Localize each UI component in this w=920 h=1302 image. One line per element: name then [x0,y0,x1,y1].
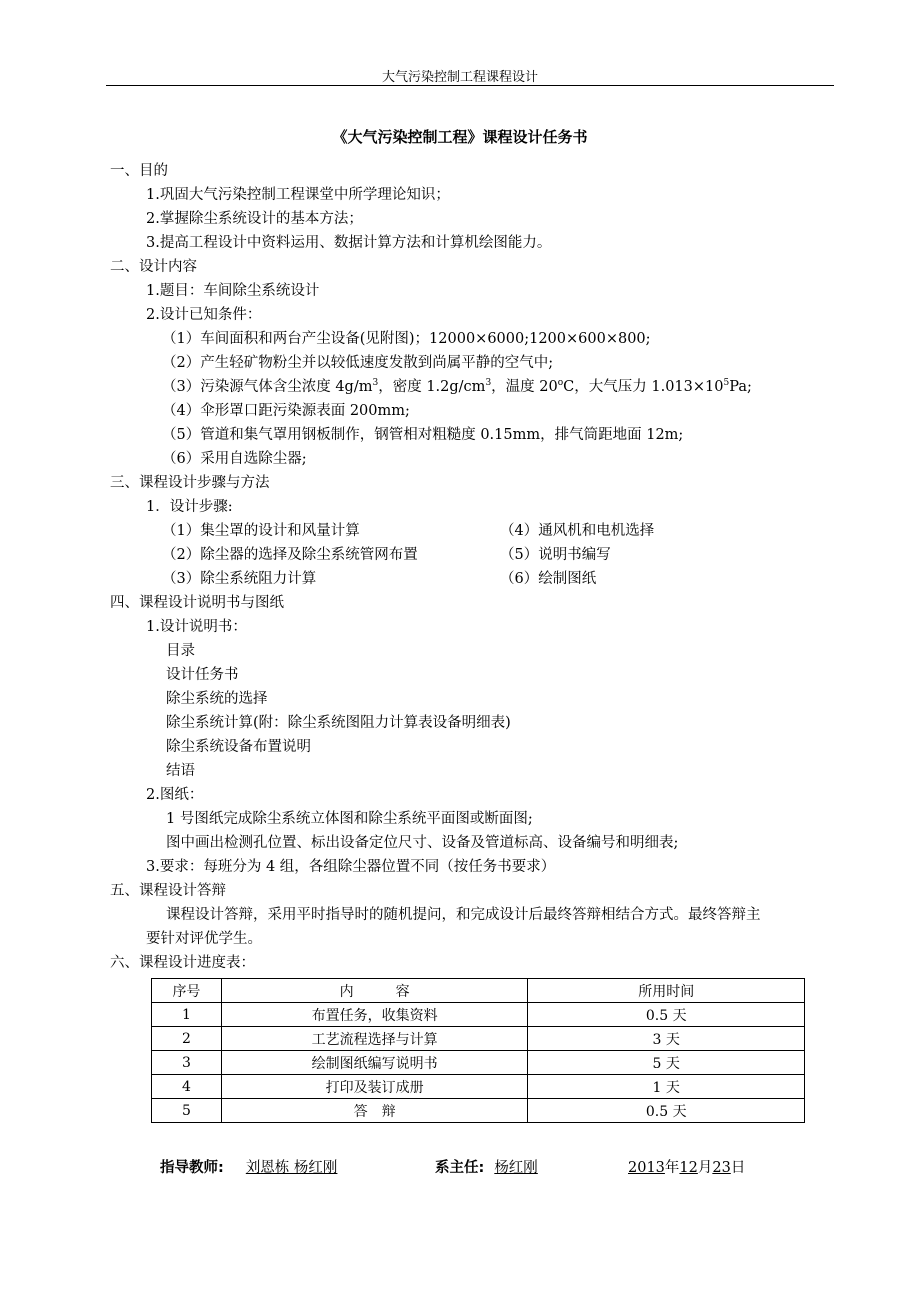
row-time: 0.5 天 [528,1003,805,1027]
s4-heading: 四、课程设计说明书与图纸 [110,595,284,611]
s5-paragraph-1: 课程设计答辩，采用平时指导时的随机提问，和完成设计后最终答辩相结合方式。最终答辩主 [166,907,761,923]
s2-heading: 二、设计内容 [110,259,197,275]
chair-signature [435,1156,550,1177]
date-year-label: 年 [664,1160,680,1176]
s3-step-6: （6）绘制图纸 [500,571,597,587]
table-row [152,1099,805,1123]
chair-label: 系主任: [435,1160,485,1176]
s2-cond-1: （1）车间面积和两台产尘设备(见附图)；12000×6000;1200×600×800; [162,331,651,347]
row-time: 3 天 [528,1027,805,1051]
s3-sub: 1．设计步骤: [146,499,233,515]
date-year: 2013 [628,1160,665,1176]
row-no: 4 [152,1075,222,1099]
chair-name: 杨红刚 [494,1160,538,1176]
s4-drawing-1: 1 号图纸完成除尘系统立体图和除尘系统平面图或断面图; [166,811,533,827]
row-content: 答 辩 [221,1099,528,1123]
s1-heading: 一、目的 [110,163,168,179]
row-no: 2 [152,1027,222,1051]
row-content: 布置任务，收集资料 [221,1003,528,1027]
document-title: 《大气污染控制工程》课程设计任务书 [332,128,588,146]
date-month-label: 月 [697,1160,713,1176]
s2-cond-6: （6）采用自选除尘器; [162,451,307,467]
s6-heading: 六、课程设计进度表： [110,955,255,971]
s3-step-1: （1）集尘罩的设计和风量计算 [162,523,360,539]
s2-known: 2.设计已知条件： [146,307,262,323]
s4-list-5: 除尘系统设备布置说明 [166,739,311,755]
s2-topic: 1.题目：车间除尘系统设计 [146,283,320,299]
teacher-signature [160,1156,355,1177]
s1-item-3: 3.提高工程设计中资料运用、数据计算方法和计算机绘图能力。 [146,235,552,251]
s5-heading: 五、课程设计答辩 [110,883,226,899]
row-time: 0.5 天 [528,1099,805,1123]
s4-list-4: 除尘系统计算(附：除尘系统图阻力计算表设备明细表) [166,715,511,731]
row-time: 5 天 [528,1051,805,1075]
teacher-label: 指导教师: [160,1160,224,1176]
s3-step-2: （2）除尘器的选择及除尘系统管网布置 [162,547,418,563]
col-header-time: 所用时间 [528,979,805,1003]
header-rule [106,85,834,86]
row-content: 打印及装订成册 [221,1075,528,1099]
row-no: 1 [152,1003,222,1027]
s3-step-3: （3）除尘系统阻力计算 [162,571,317,587]
s1-item-1: 1.巩固大气污染控制工程课堂中所学理论知识； [146,187,450,203]
s3-step-4: （4）通风机和电机选择 [500,523,655,539]
row-no: 3 [152,1051,222,1075]
table-row [152,1003,805,1027]
table-row [152,1027,805,1051]
schedule-table [151,978,805,1123]
s4-requirement: 3.要求：每班分为 4 组，各组除尘器位置不同（按任务书要求） [146,859,556,875]
date-day-label: 日 [730,1160,746,1176]
s3-step-5: （5）说明书编写 [500,547,611,563]
date-month: 12 [679,1160,698,1176]
s4-list-1: 目录 [166,643,195,659]
table-row [152,1051,805,1075]
s4-sub-1: 1.设计说明书： [146,619,247,635]
row-time: 1 天 [528,1075,805,1099]
row-no: 5 [152,1099,222,1123]
s2-cond-3: （3）污染源气体含尘浓度 $4g/m^3$，密度 $1.2g/cm^3$，温度 20$^o$C，大气压力 $1.013\times 10^5Pa$; [162,378,752,395]
s4-list-6: 结语 [166,763,195,779]
teacher-names: 刘恩栋 杨红刚 [245,1160,338,1176]
sign-date [628,1156,745,1177]
s2-cond-2: （2）产生轻矿物粉尘并以较低速度发散到尚属平静的空气中; [162,355,554,371]
s3-heading: 三、课程设计步骤与方法 [110,475,270,491]
s4-sub-2: 2.图纸： [146,787,204,803]
row-content: 绘制图纸编写说明书 [221,1051,528,1075]
s4-list-2: 设计任务书 [166,667,239,683]
s4-drawing-2: 图中画出检测孔位置、标出设备定位尺寸、设备及管道标高、设备编号和明细表; [166,835,679,851]
date-day: 23 [712,1160,731,1176]
col-header-content: 内 容 [221,979,528,1003]
col-header-no: 序号 [152,979,222,1003]
s5-paragraph-2: 要针对评优学生。 [146,931,262,947]
page-header: 大气污染控制工程课程设计 [381,70,538,85]
s1-item-2: 2.掌握除尘系统设计的基本方法； [146,211,363,227]
table-row [152,1075,805,1099]
table-header-row [152,979,805,1003]
s2-cond-5: （5）管道和集气罩用钢板制作，钢管相对粗糙度 0.15mm，排气筒距地面 12m; [162,427,684,443]
row-content: 工艺流程选择与计算 [221,1027,528,1051]
s4-list-3: 除尘系统的选择 [166,691,268,707]
s2-cond-4: （4）伞形罩口距污染源表面 200mm; [162,403,410,419]
